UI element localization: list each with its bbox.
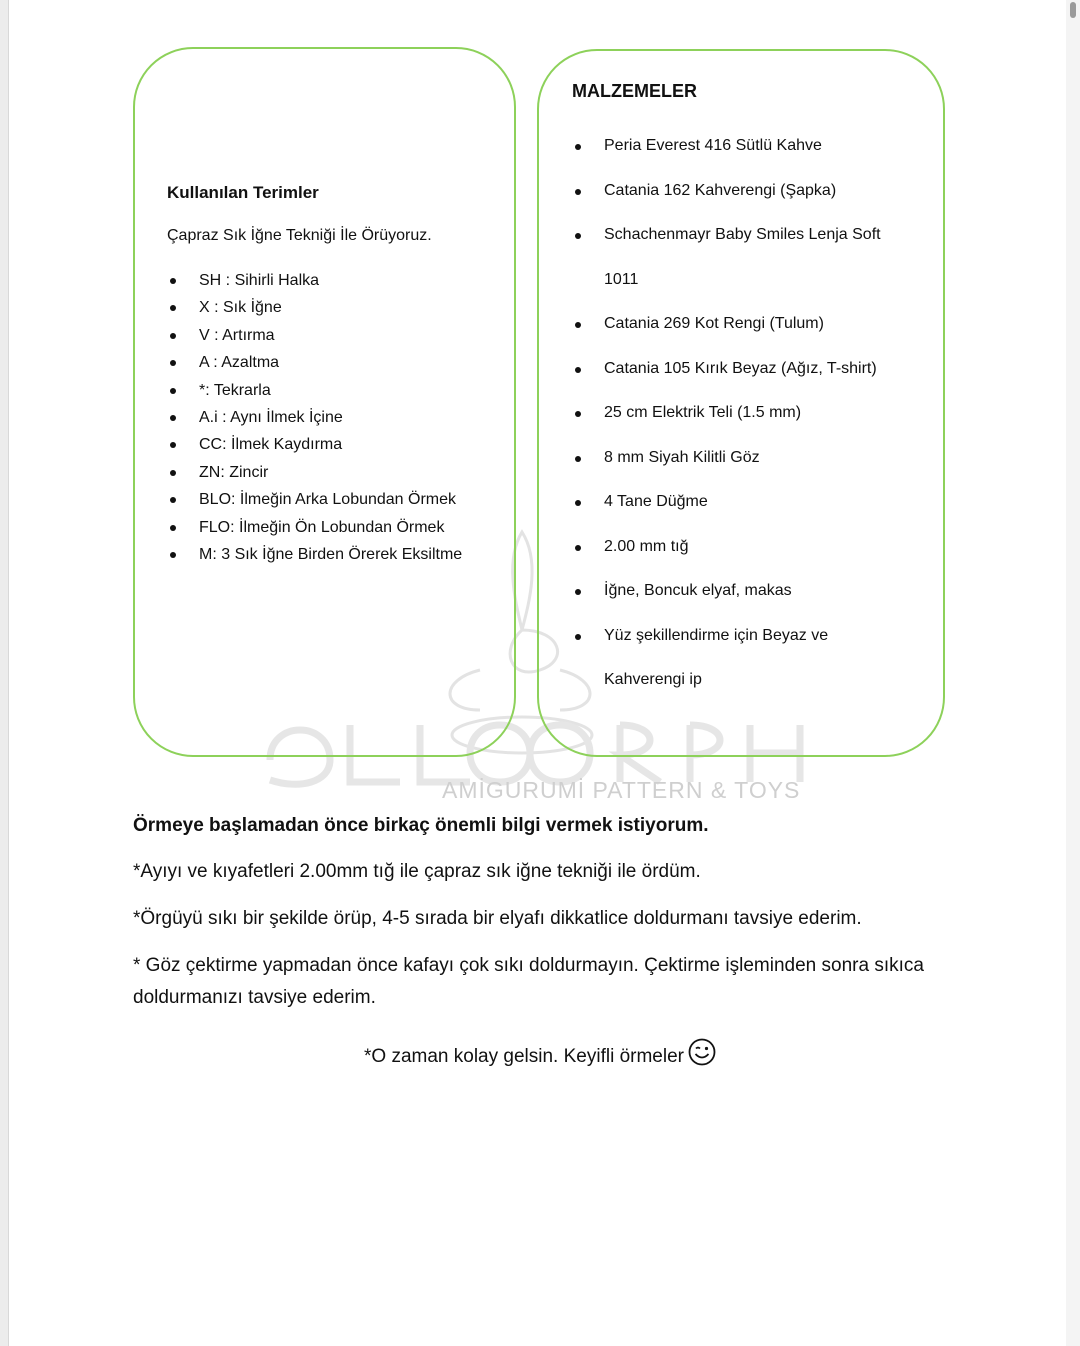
bullet-icon bbox=[575, 233, 581, 239]
list-item: A.i : Aynı İlmek İçine bbox=[167, 404, 462, 431]
bullet-icon bbox=[170, 525, 176, 531]
note-paragraph: * Göz çektirme yapmadan önce kafayı çok sıkı doldurmayın. Çektirme işleminden sonra sıkıca doldurmanızı tavsiye ederim. bbox=[133, 955, 924, 1008]
bullet-icon bbox=[575, 589, 581, 595]
list-item: CC: İlmek Kaydırma bbox=[167, 431, 462, 458]
list-item: SH : Sihirli Halka bbox=[167, 267, 462, 294]
list-item: X : Sık İğne bbox=[167, 294, 462, 321]
bullet-icon bbox=[575, 456, 581, 462]
bullet-icon bbox=[575, 322, 581, 328]
list-item: BLO: İlmeğin Arka Lobundan Örmek bbox=[167, 486, 462, 513]
list-item: 2.00 mm tığ bbox=[572, 525, 924, 570]
list-item: Yüz şekillendirme için Beyaz ve Kahverengi ip bbox=[572, 614, 904, 703]
bullet-icon bbox=[170, 278, 176, 284]
bullet-icon bbox=[170, 333, 176, 339]
watermark-subtitle: AMİGURUMİ PATTERN & TOYS bbox=[442, 777, 801, 803]
list-item: 8 mm Siyah Kilitli Göz bbox=[572, 436, 924, 481]
materials-box bbox=[537, 49, 945, 757]
terms-box bbox=[133, 47, 516, 757]
materials-list bbox=[572, 124, 924, 703]
terms-intro: Çapraz Sık İğne Tekniği İle Örüyoruz. bbox=[167, 227, 432, 244]
list-item: ZN: Zincir bbox=[167, 459, 462, 486]
list-item: Catania 162 Kahverengi (Şapka) bbox=[572, 169, 924, 214]
bullet-icon bbox=[575, 500, 581, 506]
page-left-edge bbox=[0, 0, 9, 1346]
vertical-scrollbar[interactable] bbox=[1066, 0, 1080, 1346]
closing-line bbox=[0, 1038, 1080, 1068]
list-item: A : Azaltma bbox=[167, 349, 462, 376]
notes-heading: Örmeye başlamadan önce birkaç önemli bilgi vermek istiyorum. bbox=[133, 815, 709, 836]
bullet-icon bbox=[575, 144, 581, 150]
list-item: *: Tekrarla bbox=[167, 377, 462, 404]
list-item: Peria Everest 416 Sütlü Kahve bbox=[572, 124, 924, 169]
bullet-icon bbox=[170, 442, 176, 448]
list-item: Catania 105 Kırık Beyaz (Ağız, T-shirt) bbox=[572, 347, 924, 392]
bullet-icon bbox=[575, 411, 581, 417]
bullet-icon bbox=[170, 552, 176, 558]
closing-text: *O zaman kolay gelsin. Keyifli örmeler bbox=[364, 1046, 684, 1067]
list-item: V : Artırma bbox=[167, 322, 462, 349]
bullet-icon bbox=[170, 415, 176, 421]
materials-title: MALZEMELER bbox=[572, 81, 697, 101]
list-item: Schachenmayr Baby Smiles Lenja Soft 1011 bbox=[572, 213, 904, 302]
bullet-icon bbox=[575, 545, 581, 551]
terms-title: Kullanılan Terimler bbox=[167, 183, 319, 202]
list-item: FLO: İlmeğin Ön Lobundan Örmek bbox=[167, 514, 462, 541]
bullet-icon bbox=[575, 367, 581, 373]
bullet-icon bbox=[170, 470, 176, 476]
bullet-icon bbox=[170, 305, 176, 311]
bullet-icon bbox=[170, 497, 176, 503]
bullet-icon bbox=[170, 388, 176, 394]
terms-list bbox=[167, 267, 462, 568]
list-item: 4 Tane Düğme bbox=[572, 480, 924, 525]
note-paragraph: *Ayıyı ve kıyafetleri 2.00mm tığ ile çapraz sık iğne tekniği ile ördüm. bbox=[133, 861, 701, 882]
bullet-icon bbox=[170, 360, 176, 366]
bullet-icon bbox=[575, 189, 581, 195]
smiley-icon bbox=[688, 1038, 716, 1066]
list-item: 25 cm Elektrik Teli (1.5 mm) bbox=[572, 391, 924, 436]
note-paragraph: *Örgüyü sıkı bir şekilde örüp, 4-5 sırada bir elyafı dikkatlice doldurmanı tavsiye ederim. bbox=[133, 908, 862, 929]
list-item: M: 3 Sık İğne Birden Örerek Eksiltme bbox=[167, 541, 462, 568]
bullet-icon bbox=[575, 634, 581, 640]
list-item: Catania 269 Kot Rengi (Tulum) bbox=[572, 302, 924, 347]
scrollbar-thumb[interactable] bbox=[1070, 2, 1076, 18]
list-item: İğne, Boncuk elyaf, makas bbox=[572, 569, 924, 614]
notes-section bbox=[133, 810, 953, 1029]
